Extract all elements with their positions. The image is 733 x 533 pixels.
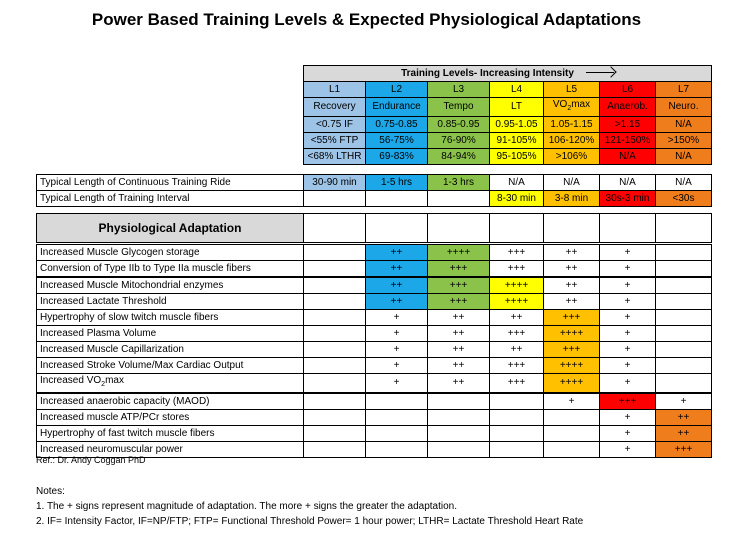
level-name: Anaerob. (600, 98, 656, 117)
level-name: $VO_2\max$ (544, 98, 600, 117)
level-if: 0.75-0.85 (366, 117, 428, 133)
level-name: LT (490, 98, 544, 117)
adaptation-cell: +++ (490, 245, 544, 261)
adaptation-cell: ++ (428, 326, 490, 342)
adaptation-cell (656, 245, 712, 261)
adaptation-cell (366, 442, 428, 458)
adaptation-cell (656, 342, 712, 358)
adaptation-label: Increased Muscle Mitochondrial enzymes (37, 277, 304, 294)
adaptation-cell: +++ (428, 261, 490, 278)
level-if: N/A (656, 117, 712, 133)
adaptation-cell: +++ (490, 358, 544, 374)
adaptation-cell: +++ (428, 277, 490, 294)
adaptation-cell (656, 261, 712, 278)
adaptation-cell: + (366, 358, 428, 374)
duration-cell (428, 191, 490, 207)
adaptation-cell (304, 374, 366, 394)
adaptation-cell: ++ (366, 294, 428, 310)
level-code: L3 (428, 82, 490, 98)
adaptation-cell (304, 294, 366, 310)
adaptation-cell: ++++ (490, 277, 544, 294)
adaptation-cell: ++ (656, 426, 712, 442)
adaptation-cell (304, 261, 366, 278)
table-row (37, 310, 712, 326)
adaptation-label: Hypertrophy of fast twitch muscle fibers (37, 426, 304, 442)
level-code: L1 (304, 82, 366, 98)
duration-cell: N/A (544, 175, 600, 191)
level-lthr: 69-83% (366, 149, 428, 165)
adaptation-cell (490, 410, 544, 426)
adaptation-cell: + (600, 358, 656, 374)
level-if: <0.75 IF (304, 117, 366, 133)
adaptation-cell (428, 410, 490, 426)
adaptation-cell (428, 426, 490, 442)
duration-cell (304, 191, 366, 207)
duration-cell: 1-5 hrs (366, 175, 428, 191)
adaptation-cell: ++ (428, 374, 490, 394)
level-name: Neuro. (656, 98, 712, 117)
adaptation-cell (304, 277, 366, 294)
blank-cell (428, 214, 490, 243)
adaptation-cell (366, 393, 428, 410)
adaptation-cell: ++ (544, 245, 600, 261)
adaptation-cell (544, 426, 600, 442)
adaptation-cell: + (600, 426, 656, 442)
adaptation-cell (304, 393, 366, 410)
adaptation-cell: ++ (544, 277, 600, 294)
adaptation-cell (656, 358, 712, 374)
adaptation-cell: ++++ (544, 374, 600, 394)
adaptation-cell (304, 426, 366, 442)
duration-cell: <30s (656, 191, 712, 207)
adaptation-cell (656, 277, 712, 294)
adaptation-label: Increased neuromuscular power (37, 442, 304, 458)
adaptation-cell: ++ (544, 294, 600, 310)
adaptation-cell (656, 294, 712, 310)
adaptation-cell: ++ (366, 245, 428, 261)
adaptation-cell: ++ (490, 310, 544, 326)
adaptation-cell: + (600, 261, 656, 278)
table-row (37, 342, 712, 358)
level-if: >1.15 (600, 117, 656, 133)
adaptation-cell: + (366, 374, 428, 394)
level-lthr: N/A (600, 149, 656, 165)
level-ftp: 106-120% (544, 133, 600, 149)
adaptation-cell: +++ (544, 310, 600, 326)
adaptation-cell: ++ (428, 358, 490, 374)
duration-cell: N/A (600, 175, 656, 191)
level-name: Endurance (366, 98, 428, 117)
reference: Ref.: Dr. Andy Coggan PhD (36, 455, 146, 465)
adaptation-label: Increased anaerobic capacity (MAOD) (37, 393, 304, 410)
adaptation-cell (304, 358, 366, 374)
adaptation-label: Increased $VO_2\max$ (37, 374, 304, 394)
durations-table (36, 174, 712, 207)
duration-label: Typical Length of Continuous Training Ride (37, 175, 304, 191)
adaptation-cell (304, 245, 366, 261)
level-ftp: 56-75% (366, 133, 428, 149)
adaptation-cell: + (366, 310, 428, 326)
adaptation-label: Conversion of Type IIb to Type IIa muscle fibers (37, 261, 304, 278)
table-row (37, 245, 712, 261)
adaptation-cell: ++++ (490, 294, 544, 310)
adaptation-cell: + (600, 245, 656, 261)
adaptation-cell: + (600, 342, 656, 358)
adaptation-cell: + (600, 310, 656, 326)
level-ftp: <55% FTP (304, 133, 366, 149)
note-1: 1. The + signs represent magnitude of adaptation. The more + signs the greater the adaptation. (36, 501, 458, 512)
adaptation-cell: +++ (544, 342, 600, 358)
level-ftp: 121-150% (600, 133, 656, 149)
adaptation-cell: +++ (490, 261, 544, 278)
level-name: Recovery (304, 98, 366, 117)
adaptation-cell: +++ (428, 294, 490, 310)
adaptation-cell: + (600, 277, 656, 294)
adaptation-cell (490, 426, 544, 442)
level-ftp: >150% (656, 133, 712, 149)
adaptation-cell: + (656, 393, 712, 410)
table-row (37, 175, 712, 191)
level-name: Tempo (428, 98, 490, 117)
blank-cell (600, 214, 656, 243)
adaptation-cell: +++ (490, 374, 544, 394)
adaptation-cell (304, 410, 366, 426)
table-row (37, 426, 712, 442)
duration-label: Typical Length of Training Interval (37, 191, 304, 207)
level-code: L2 (366, 82, 428, 98)
adaptation-cell (304, 442, 366, 458)
level-lthr: >106% (544, 149, 600, 165)
duration-cell: 1-3 hrs (428, 175, 490, 191)
duration-cell: 8-30 min (490, 191, 544, 207)
level-if: 1.05-1.15 (544, 117, 600, 133)
adaptation-cell: + (600, 410, 656, 426)
adaptation-cell: ++++ (544, 326, 600, 342)
adaptation-cell (366, 410, 428, 426)
adaptation-cell: ++++ (544, 358, 600, 374)
adaptation-cell: ++ (366, 277, 428, 294)
level-code: L4 (490, 82, 544, 98)
adaptation-cell: + (366, 326, 428, 342)
adaptation-cell: + (600, 442, 656, 458)
adaptation-cell: + (600, 326, 656, 342)
adaptation-cell: ++++ (428, 245, 490, 261)
adaptation-cell: ++ (428, 342, 490, 358)
adaptation-cell: +++ (490, 326, 544, 342)
blank-cell (366, 214, 428, 243)
table-row (37, 374, 712, 394)
adaptation-label: Increased Stroke Volume/Max Cardiac Output (37, 358, 304, 374)
level-lthr: 95-105% (490, 149, 544, 165)
adaptation-label: Increased Muscle Glycogen storage (37, 245, 304, 261)
training-levels-header: Training Levels- Increasing Intensity (304, 66, 712, 82)
adaptation-cell: +++ (600, 393, 656, 410)
adaptation-cell: + (600, 374, 656, 394)
notes (36, 484, 583, 529)
adaptation-label: Hypertrophy of slow twitch muscle fibers (37, 310, 304, 326)
adaptation-cell (490, 442, 544, 458)
adaptation-table (36, 213, 712, 458)
level-lthr: N/A (656, 149, 712, 165)
adaptation-cell (304, 326, 366, 342)
adaptation-cell: ++ (656, 410, 712, 426)
level-lthr: <68% LTHR (304, 149, 366, 165)
table-row (37, 191, 712, 207)
table-row (37, 358, 712, 374)
adaptation-cell (428, 393, 490, 410)
adaptation-cell: ++ (366, 261, 428, 278)
blank-cell (304, 214, 366, 243)
adaptation-label: Increased muscle ATP/PCr stores (37, 410, 304, 426)
adaptation-label: Increased Muscle Capillarization (37, 342, 304, 358)
level-code: L6 (600, 82, 656, 98)
note-2: 2. IF= Intensity Factor, IF=NP/FTP; FTP= Functional Threshold Power= 1 hour power; LTHR= Lactate Threshold Heart Rate (36, 516, 584, 527)
adaptation-header: Physiological Adaptation (37, 214, 304, 243)
adaptation-cell (366, 426, 428, 442)
adaptation-cell: +++ (656, 442, 712, 458)
blank-cell (490, 214, 544, 243)
level-lthr: 84-94% (428, 149, 490, 165)
level-if: 0.85-0.95 (428, 117, 490, 133)
duration-cell: N/A (656, 175, 712, 191)
adaptation-cell: + (544, 393, 600, 410)
table-row (37, 326, 712, 342)
blank-cell (656, 214, 712, 243)
duration-cell: 3-8 min (544, 191, 600, 207)
adaptation-cell: + (366, 342, 428, 358)
adaptation-label: Increased Lactate Threshold (37, 294, 304, 310)
duration-cell (366, 191, 428, 207)
duration-cell: N/A (490, 175, 544, 191)
level-code: L5 (544, 82, 600, 98)
level-if: 0.95-1.05 (490, 117, 544, 133)
adaptation-cell (656, 310, 712, 326)
page-title: Power Based Training Levels & Expected Physiological Adaptations (91, 10, 642, 29)
adaptation-cell (490, 393, 544, 410)
notes-heading: Notes: (36, 486, 65, 497)
adaptation-cell: ++ (490, 342, 544, 358)
blank-cell (544, 214, 600, 243)
level-ftp: 91-105% (490, 133, 544, 149)
adaptation-cell: ++ (544, 261, 600, 278)
adaptation-cell: + (600, 294, 656, 310)
table-row (37, 410, 712, 426)
level-code: L7 (656, 82, 712, 98)
duration-cell: 30s-3 min (600, 191, 656, 207)
table-row (37, 294, 712, 310)
adaptation-cell (656, 374, 712, 394)
table-row (37, 393, 712, 410)
level-ftp: 76-90% (428, 133, 490, 149)
adaptation-cell (428, 442, 490, 458)
adaptation-cell (304, 342, 366, 358)
training-levels-table (303, 65, 712, 165)
adaptation-label: Increased Plasma Volume (37, 326, 304, 342)
adaptation-cell (656, 326, 712, 342)
adaptation-cell (544, 442, 600, 458)
duration-cell: 30-90 min (304, 175, 366, 191)
arrow-right-icon (586, 72, 614, 73)
table-row (37, 261, 712, 278)
adaptation-cell: ++ (428, 310, 490, 326)
adaptation-cell (304, 310, 366, 326)
table-row (37, 277, 712, 294)
adaptation-cell (544, 410, 600, 426)
